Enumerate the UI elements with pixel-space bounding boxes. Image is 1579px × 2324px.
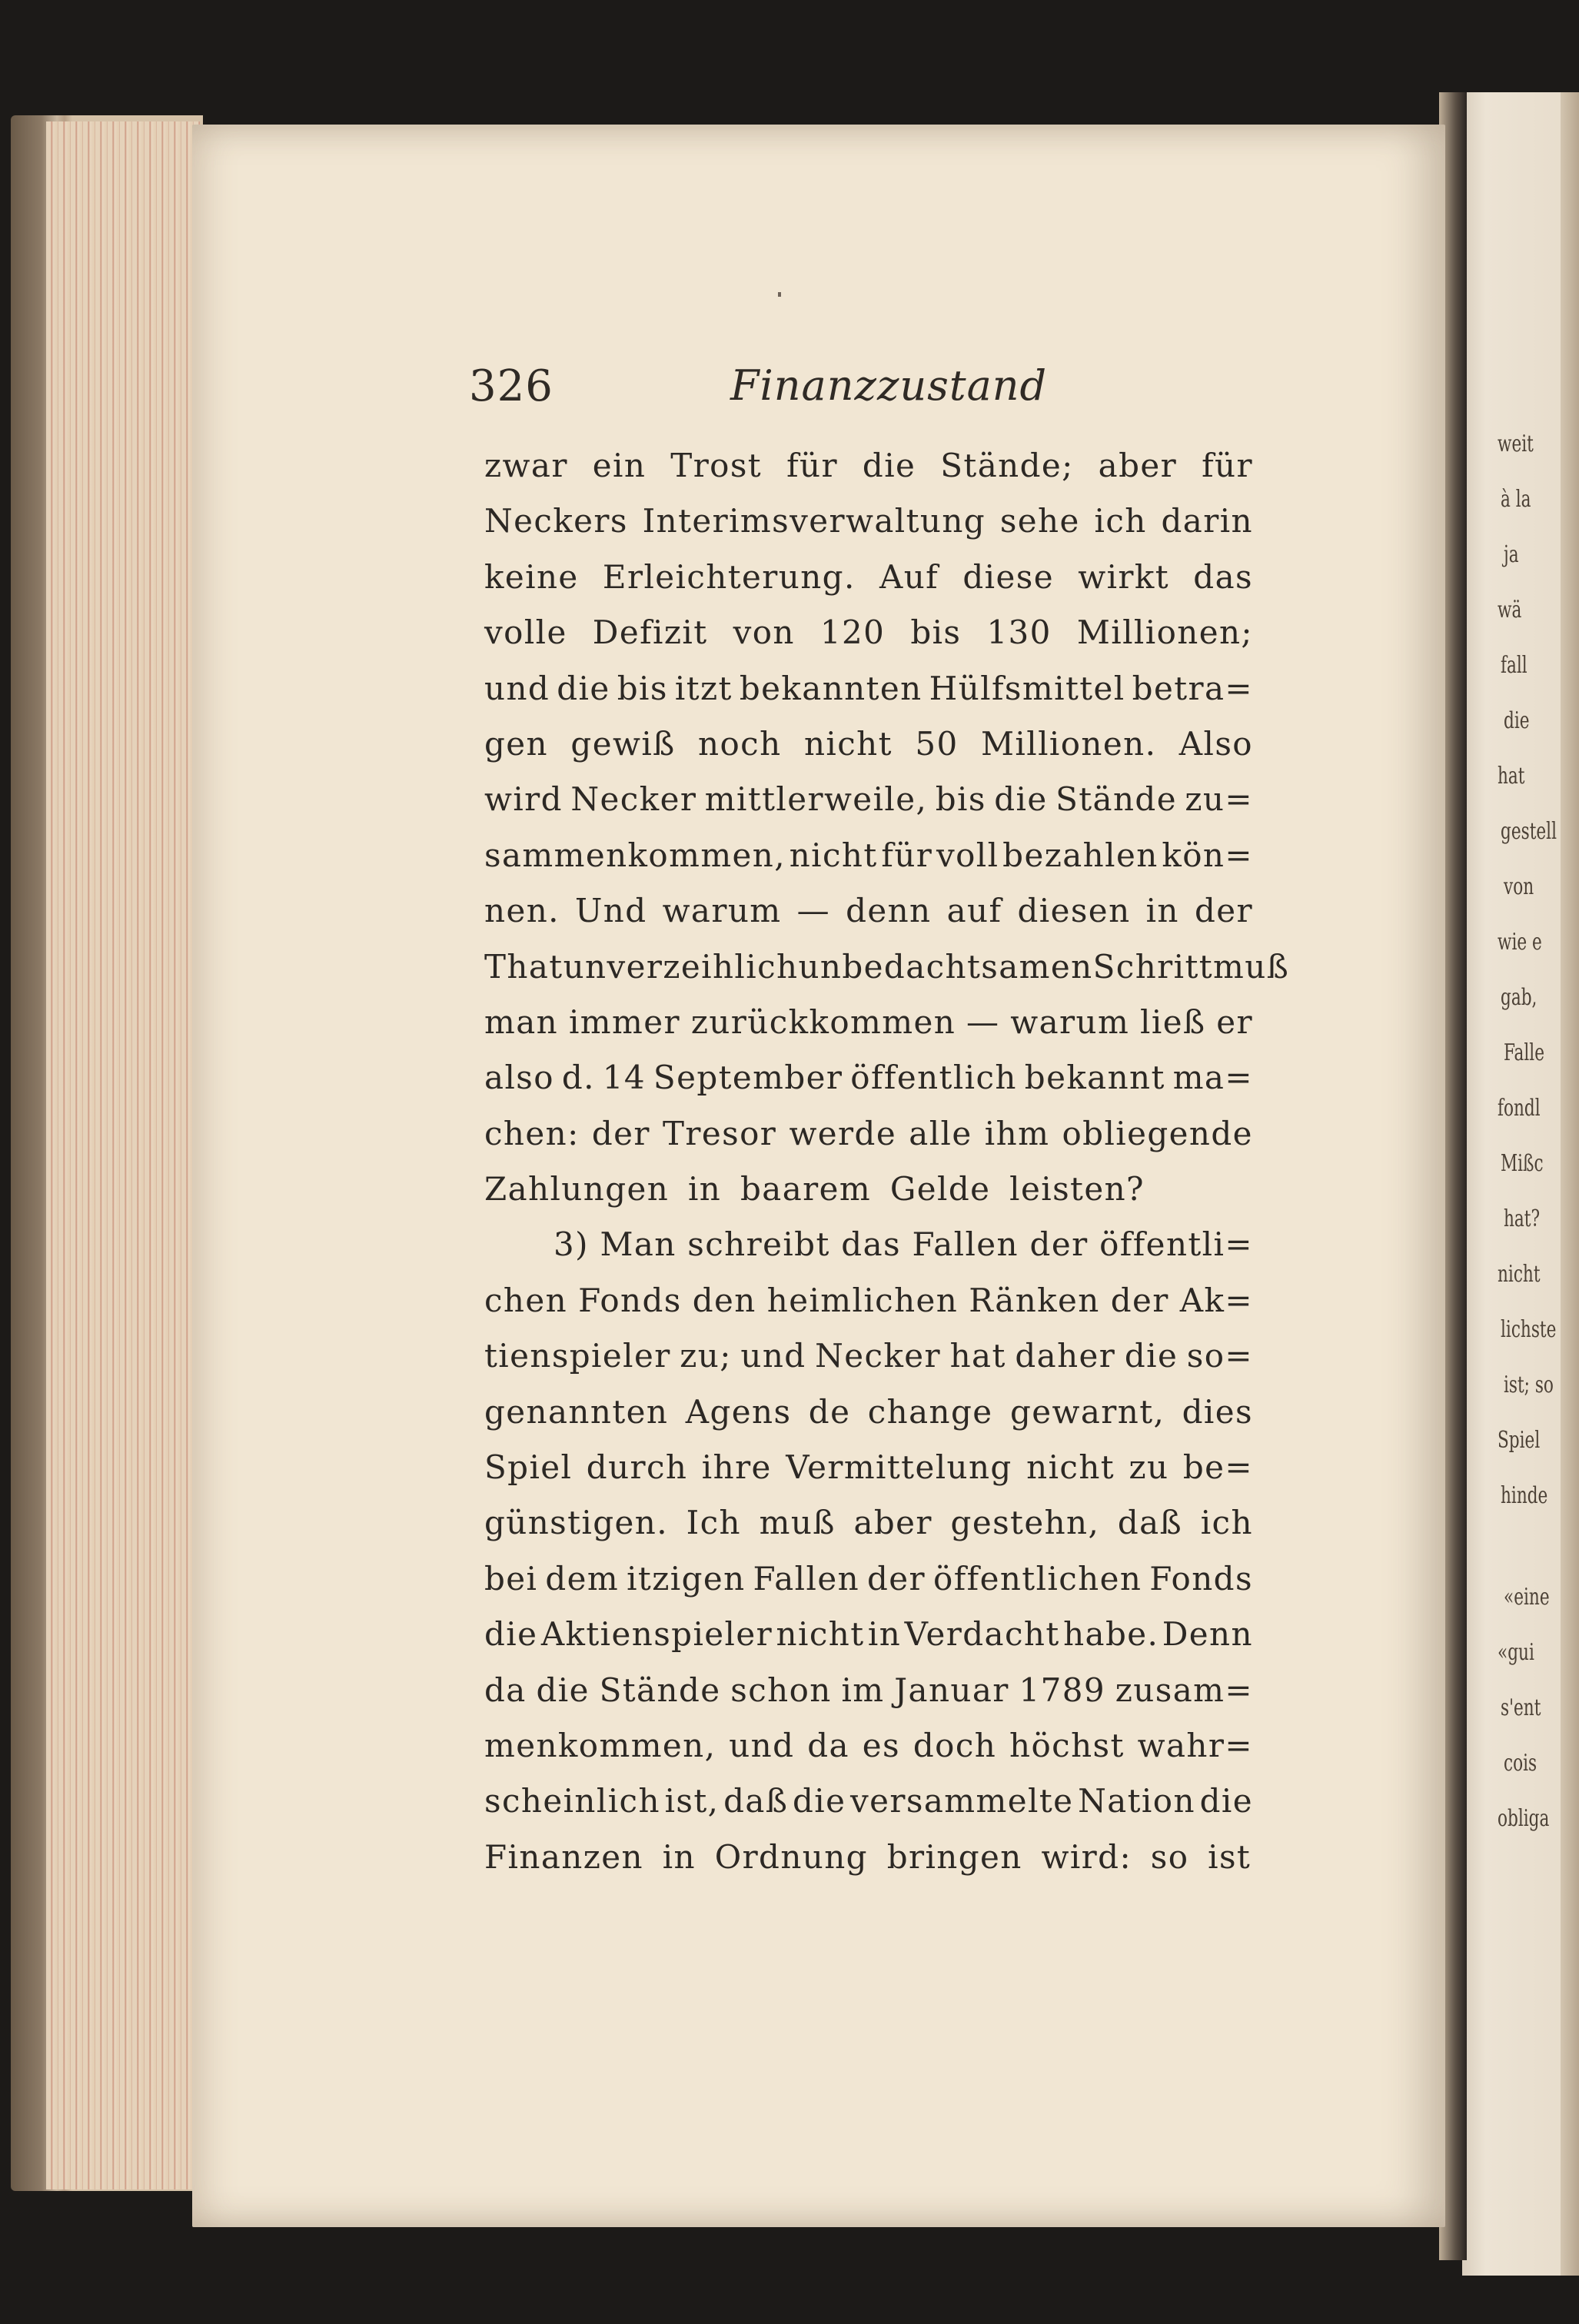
word: 120	[819, 613, 886, 652]
word: Nation	[1078, 1782, 1195, 1820]
word: zwar	[484, 447, 568, 484]
word: Fallen	[753, 1559, 860, 1598]
word: chen:	[484, 1114, 580, 1152]
word: für	[786, 447, 838, 484]
word: ihm	[984, 1114, 1050, 1152]
text-line	[484, 1217, 1253, 1272]
word: daß	[723, 1782, 789, 1820]
word: Stände;	[940, 447, 1074, 484]
text-line	[484, 772, 1253, 827]
text-line	[484, 1607, 1253, 1662]
facing-page-fragment: hat?	[1504, 1205, 1541, 1232]
text-line	[484, 1774, 1253, 1829]
word: 50	[915, 724, 959, 763]
text-line	[484, 1495, 1253, 1551]
facing-page-edge	[1561, 92, 1579, 2276]
word: das	[1193, 557, 1253, 596]
facing-page-fragment: weit	[1498, 431, 1534, 457]
facing-page-fragment: gab,	[1501, 984, 1537, 1011]
facing-page-fragment: Falle	[1504, 1039, 1544, 1066]
word: Neckers	[484, 502, 628, 540]
facing-page-fragment: cois	[1504, 1750, 1537, 1777]
word: kön=	[1162, 836, 1253, 874]
word: gewarnt,	[1009, 1392, 1165, 1431]
word: die	[994, 780, 1048, 819]
word: muß	[1213, 947, 1290, 986]
word: zu	[1129, 1448, 1169, 1487]
word: 14	[602, 1059, 646, 1097]
word: Trost	[670, 447, 763, 484]
text-line	[484, 1718, 1253, 1774]
text-line	[484, 883, 1253, 939]
running-head: Finanzzustand	[730, 361, 1048, 410]
word: Interimsverwaltung	[642, 502, 986, 540]
word: bekannten	[739, 669, 922, 707]
word: von	[733, 613, 795, 652]
word: —	[966, 1002, 1000, 1041]
facing-page-fragment: nicht	[1498, 1261, 1541, 1288]
word: Aktienspieler	[540, 1615, 773, 1654]
word: das	[841, 1225, 901, 1264]
word: die	[862, 447, 916, 484]
word: d.	[561, 1059, 595, 1097]
word: nicht	[803, 724, 893, 763]
word: die	[1199, 1782, 1253, 1820]
word: That	[484, 947, 563, 986]
word: günstigen.	[484, 1504, 668, 1542]
text-line	[484, 494, 1253, 549]
word: alle	[909, 1114, 972, 1152]
word: schon	[730, 1671, 832, 1709]
facing-page-fragment: ja	[1504, 541, 1519, 568]
word: der	[867, 1559, 926, 1598]
word: nen.	[484, 892, 560, 930]
facing-page-fragment: Spiel	[1498, 1427, 1541, 1454]
word: im	[841, 1671, 885, 1709]
facing-page-fragment: wie e	[1498, 929, 1542, 956]
facing-page-fragment: wä	[1498, 597, 1522, 623]
word: der	[591, 1114, 650, 1152]
facing-page-fragment: obliga	[1498, 1805, 1550, 1832]
word: keine	[484, 557, 579, 596]
word: zusam=	[1115, 1671, 1253, 1709]
facing-page-fragment: à la	[1501, 486, 1531, 513]
word: Erleichterung.	[602, 557, 856, 596]
word: noch	[698, 724, 782, 763]
word: September	[653, 1059, 843, 1097]
word: der	[1194, 892, 1253, 930]
word: und	[729, 1726, 795, 1764]
word: de	[808, 1392, 851, 1431]
word: ma=	[1172, 1059, 1253, 1097]
word: die	[484, 1615, 538, 1654]
word: dem	[545, 1559, 620, 1598]
text-line	[484, 550, 1253, 605]
word: habe.	[1063, 1615, 1159, 1654]
word: Hülfsmittel	[929, 669, 1125, 707]
word: tienspieler	[484, 1337, 671, 1375]
word: so=	[1186, 1337, 1253, 1375]
word: und	[740, 1337, 806, 1375]
word: change	[867, 1392, 993, 1431]
word: obliegende	[1062, 1114, 1253, 1152]
word: zurückkommen	[690, 1002, 956, 1041]
word: Defizit	[592, 613, 708, 652]
word: unbedachtsamen	[798, 947, 1093, 986]
facing-page-fragment: fondl	[1498, 1095, 1541, 1122]
word: der	[1029, 1225, 1089, 1264]
word: in	[1145, 892, 1179, 930]
word: für	[881, 836, 933, 874]
word: aber	[1098, 447, 1178, 484]
word: in	[867, 1615, 902, 1654]
text-line	[484, 438, 1253, 494]
word: Fallen	[912, 1225, 1019, 1264]
word: die	[557, 669, 610, 707]
word: wirkt	[1078, 557, 1170, 596]
word: sehe	[999, 502, 1080, 540]
facing-page-fragment: fall	[1501, 652, 1527, 679]
text-line	[484, 661, 1253, 716]
word: Vermittelung	[786, 1448, 1012, 1487]
word: gestehn,	[950, 1504, 1100, 1542]
word: auf	[946, 892, 1002, 930]
word: Stände	[599, 1671, 721, 1709]
word: genannten	[484, 1392, 669, 1431]
word: bis	[617, 669, 668, 707]
word: durch	[586, 1448, 688, 1487]
word: Ränken	[969, 1281, 1100, 1319]
word: Spiel	[484, 1448, 573, 1487]
facing-page-fragment: s'ent	[1501, 1694, 1541, 1721]
word: bezahlen	[1002, 836, 1158, 874]
word: aber	[853, 1504, 932, 1542]
word: bekannt	[1024, 1059, 1165, 1097]
word: doch	[912, 1726, 997, 1764]
word: gen	[484, 724, 548, 763]
text-line	[484, 1440, 1253, 1495]
word: für	[1202, 447, 1253, 484]
word: Auf	[879, 557, 939, 596]
word: daher	[1015, 1337, 1116, 1375]
word: werde	[789, 1114, 897, 1152]
facing-page-fragment: von	[1504, 873, 1534, 900]
word: die	[792, 1782, 846, 1820]
word: nicht	[1026, 1448, 1115, 1487]
text-line	[484, 1663, 1253, 1718]
word: warum	[1010, 1002, 1130, 1041]
word: Fonds	[1149, 1559, 1253, 1598]
word: nicht	[789, 836, 878, 874]
word: hat	[949, 1337, 1006, 1375]
word: der	[1110, 1281, 1169, 1319]
text-line: Finanzen in Ordnung bringen wird: so ist	[484, 1837, 1252, 1876]
word: scheinlich	[484, 1782, 660, 1820]
text-line	[484, 1551, 1253, 1607]
word: itzigen	[627, 1559, 746, 1598]
word: Agens	[685, 1392, 792, 1431]
word: 1789	[1019, 1671, 1106, 1709]
word: Januar	[894, 1671, 1009, 1709]
word: Ak=	[1179, 1281, 1253, 1319]
word: Schritt	[1092, 947, 1214, 986]
word: ich	[1094, 502, 1147, 540]
word: Verdacht	[904, 1615, 1060, 1654]
page-header	[469, 361, 1238, 415]
word: und	[484, 669, 550, 707]
word: gewiß	[570, 724, 676, 763]
body-text	[484, 438, 1290, 1876]
word: Millionen.	[981, 724, 1157, 763]
facing-page-fragment: hat	[1498, 763, 1525, 790]
word: schreibt	[687, 1225, 830, 1264]
word: muß	[759, 1504, 836, 1542]
facing-page-fragment: «eine	[1504, 1584, 1550, 1611]
word: immer	[568, 1002, 680, 1041]
word: Necker	[570, 780, 697, 819]
text-line: Zahlungen in baarem Gelde leisten?	[484, 1170, 1145, 1209]
word: voll	[936, 836, 999, 874]
paper-speck	[778, 292, 781, 297]
text-line	[484, 939, 1290, 995]
facing-page-fragment: «gui	[1498, 1639, 1534, 1666]
text-line	[484, 1050, 1253, 1105]
text-line	[484, 828, 1253, 883]
word: betra=	[1132, 669, 1253, 707]
word: es	[862, 1726, 901, 1764]
word: man	[484, 1002, 559, 1041]
word: —	[796, 892, 830, 930]
word: Stände	[1055, 780, 1177, 819]
word: wird	[484, 780, 563, 819]
page-number: 326	[469, 361, 553, 411]
facing-page-fragment: gestell	[1501, 818, 1557, 845]
word: Millionen;	[1076, 613, 1253, 652]
facing-page-fragment: die	[1504, 707, 1530, 734]
word: versammelte	[850, 1782, 1074, 1820]
word: Man	[600, 1225, 676, 1264]
facing-page-fragment: ist; so	[1504, 1371, 1554, 1398]
word: warum	[662, 892, 782, 930]
word: volle	[484, 613, 567, 652]
word: bis	[935, 780, 986, 819]
word: Denn	[1162, 1615, 1253, 1654]
word: öffentlichen	[933, 1559, 1142, 1598]
word: da	[807, 1726, 849, 1764]
page-edge-lines	[46, 121, 200, 2189]
word: zu=	[1185, 780, 1253, 819]
word: ihre	[701, 1448, 772, 1487]
word: ließ	[1140, 1002, 1206, 1041]
word: 3)	[553, 1225, 589, 1264]
word: ein	[592, 447, 647, 484]
word: Und	[574, 892, 647, 930]
word: nicht	[776, 1615, 865, 1654]
word: Ich	[686, 1504, 742, 1542]
text-line	[484, 1106, 1253, 1162]
word: menkommen,	[484, 1726, 716, 1764]
word: den	[692, 1281, 756, 1319]
word: öffentli=	[1099, 1225, 1253, 1264]
word: darin	[1161, 502, 1253, 540]
word: also	[484, 1059, 554, 1097]
word: dies	[1182, 1392, 1253, 1431]
word: daß	[1117, 1504, 1183, 1542]
word: diesen	[1017, 892, 1131, 930]
word: sammenkommen,	[484, 836, 786, 874]
word: die	[1124, 1337, 1178, 1375]
word: heimlichen	[766, 1281, 959, 1319]
text-line	[484, 1385, 1253, 1440]
word: Fonds	[578, 1281, 682, 1319]
word: Necker	[815, 1337, 942, 1375]
word: denn	[846, 892, 932, 930]
text-line	[484, 1273, 1253, 1328]
word: Tresor	[663, 1114, 777, 1152]
word: ist,	[664, 1782, 720, 1820]
word: öffentlich	[850, 1059, 1017, 1097]
facing-page-fragment: lichste	[1501, 1316, 1557, 1343]
word: diese	[962, 557, 1054, 596]
facing-page-fragment: Mißc	[1501, 1150, 1544, 1177]
text-line	[484, 716, 1253, 772]
word: da	[484, 1671, 527, 1709]
word: er	[1216, 1002, 1253, 1041]
word: wahr=	[1137, 1726, 1253, 1764]
word: bei	[484, 1559, 538, 1598]
word: bis	[910, 613, 962, 652]
word: itzt	[674, 669, 733, 707]
word: höchst	[1009, 1726, 1125, 1764]
word: Also	[1178, 724, 1253, 763]
word: chen	[484, 1281, 568, 1319]
word: ich	[1200, 1504, 1253, 1542]
facing-page-fragment: hinde	[1501, 1482, 1548, 1509]
text-line	[484, 1328, 1253, 1384]
word: die	[536, 1671, 590, 1709]
word: mittlerweile,	[704, 780, 928, 819]
text-line	[484, 605, 1253, 660]
word: unverzeihlich	[563, 947, 799, 986]
word: be=	[1182, 1448, 1253, 1487]
text-line	[484, 995, 1253, 1050]
word: 130	[986, 613, 1052, 652]
word: zu;	[680, 1337, 732, 1375]
